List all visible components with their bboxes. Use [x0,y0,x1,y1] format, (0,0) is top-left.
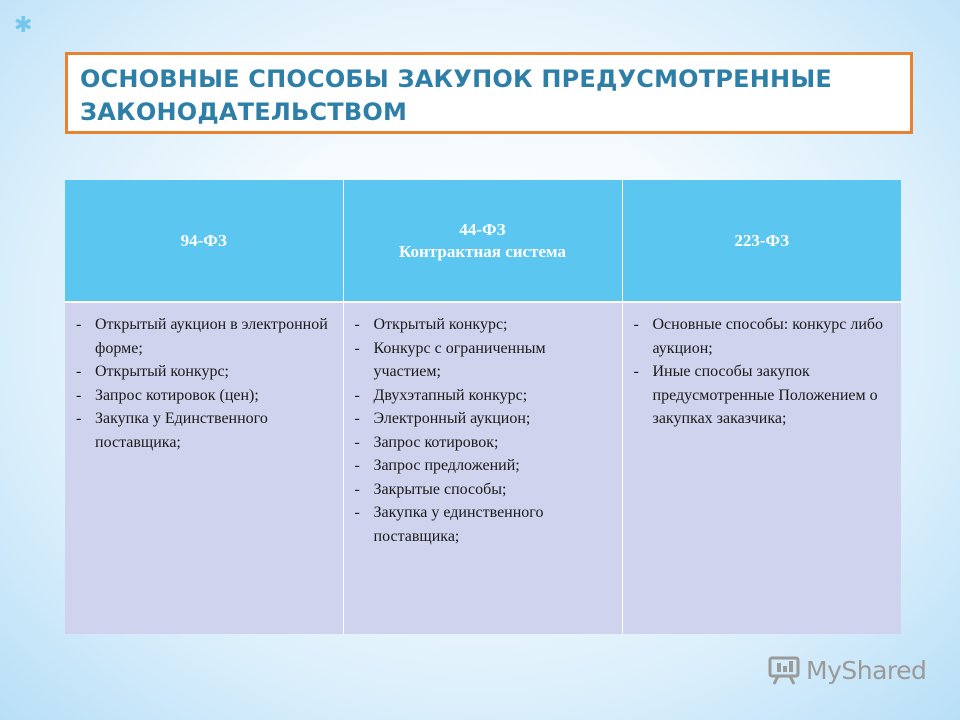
corner-star-icon: ✱ [14,12,33,37]
list-item: - Закупка у Единственного поставщика; [73,407,337,454]
page-title [80,63,910,129]
title-line-2: ЗАКОНОДАТЕЛЬСТВОМ [80,98,408,126]
list-item: - Закрытые способы; [352,478,616,502]
header-44fz-label: 44-ФЗ [459,219,506,239]
cell-94fz-methods [65,302,343,634]
list-item: - Открытый аукцион в электронной форме; [73,313,337,360]
table-row [65,302,901,634]
list-item: - Электронный аукцион; [352,407,616,431]
header-223fz-label: 223-ФЗ [734,230,790,250]
myshared-logo [768,655,926,685]
title-box [65,52,913,134]
title-line-1: ОСНОВНЫЕ СПОСОБЫ ЗАКУПОК ПРЕДУСМОТРЕННЫЕ [80,65,832,93]
list-item: - Двухэтапный конкурс; [352,384,616,408]
list-item: - Закупка у единственного поставщика; [352,501,616,548]
list-item: - Запрос котировок; [352,431,616,455]
logo-text: MyShared [806,655,927,685]
header-44fz-sublabel: Контрактная система [399,241,566,261]
header-44fz [343,180,622,302]
list-item: - Открытый конкурс; [352,313,616,337]
list-item: - Основные способы: конкурс либо аукцион; [631,313,896,360]
table-header-row [65,180,901,302]
list-item: - Запрос котировок (цен); [73,384,337,408]
list-item: - Запрос предложений; [352,454,616,478]
list-item: - Конкурс с ограниченным участием; [352,337,616,384]
cell-223fz-methods [622,302,901,634]
cell-44fz-methods [343,302,622,634]
header-94fz [65,180,343,302]
presentation-board-icon [768,655,800,685]
list-item: - Открытый конкурс; [73,360,337,384]
header-94fz-label: 94-ФЗ [180,230,227,250]
header-223fz [622,180,901,302]
list-item: - Иные способы закупок предусмотренные Положением о закупках заказчика; [631,360,896,431]
procurement-methods-table [65,180,901,634]
